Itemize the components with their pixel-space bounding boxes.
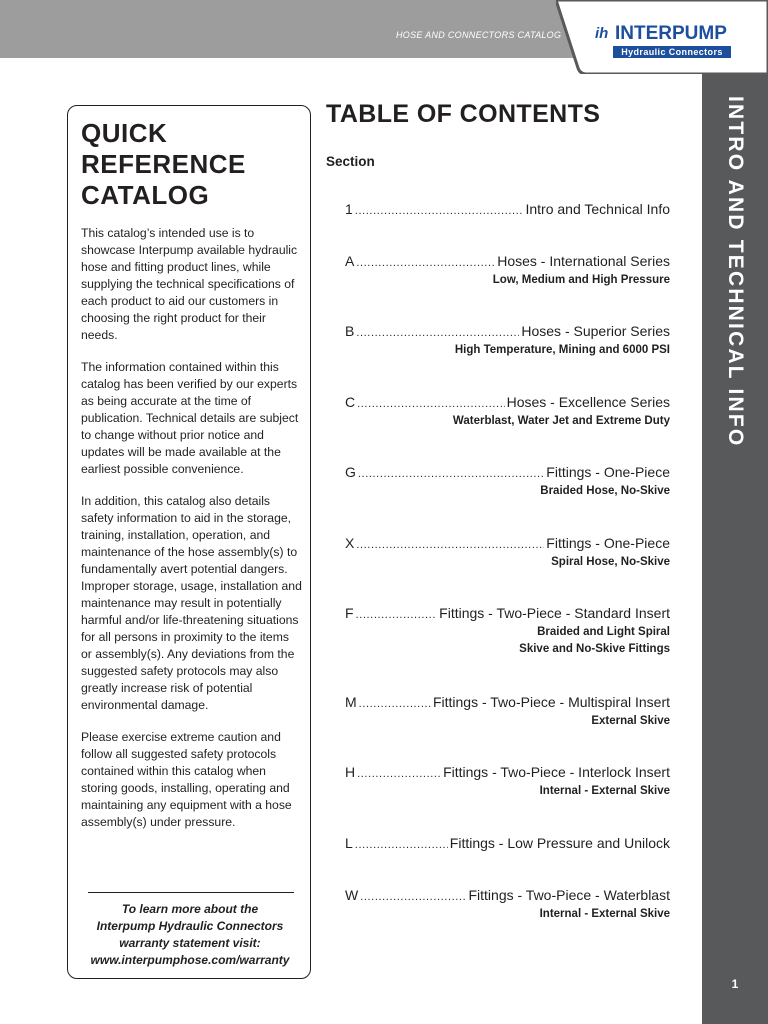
toc-section-name: Fittings - Two-Piece - Standard Insert [439,605,670,621]
toc-entry-line [345,322,670,342]
toc-title: TABLE OF CONTENTS [326,100,601,128]
toc-entry-line [345,693,670,713]
toc-section-description: External Skive [591,715,670,727]
quick-reference-body [81,225,303,846]
interpump-logo [595,22,733,58]
toc-section-letter: W [345,887,359,903]
toc-entry[interactable] [345,322,670,359]
toc-section-description: Waterblast, Water Jet and Extreme Duty [452,415,670,427]
toc-section-name: Fittings - One-Piece [546,464,670,480]
toc-entry-line [345,393,670,413]
quick-reference-box [67,105,311,979]
toc-entry[interactable] [345,393,670,430]
toc-leader-dots [355,836,448,854]
toc-section-letter: B [345,323,355,339]
toc-entry[interactable] [345,604,670,658]
toc-entry[interactable] [345,534,670,571]
toc-section-name: Hoses - Superior Series [521,323,670,339]
toc-leader-dots [357,395,504,413]
title-line: REFERENCE [81,149,246,179]
warranty-url[interactable]: www.interpumphose.com/warranty [90,953,290,967]
toc-entry-line [345,463,670,483]
logo-name: INTERPUMP [615,23,727,44]
toc-section-name: Hoses - International Series [497,253,670,269]
toc-entry[interactable] [345,693,670,730]
toc-entry-line [345,604,670,624]
toc-leader-dots [356,254,495,272]
toc-section-name: Hoses - Excellence Series [506,394,670,410]
toc-leader-dots [356,606,438,624]
toc-section-name: Fittings - Two-Piece - Waterblast [468,887,670,903]
toc-section-letter: C [345,394,356,410]
body-paragraph: Please exercise extreme caution and follow all suggested safety protocols contained within this catalog when storing goods, installing, operating and maintaining any equipment with a hose assembly(s) under pressure. [81,730,292,829]
toc-section-letter: H [345,764,356,780]
body-paragraph: The information contained within this catalog has been verified by our experts as being accurate at the time of publication. Technical details are subject to change without prior notice and updates will be made available at the earliest possible convenience. [81,360,299,476]
toc-entry-line [345,200,670,220]
toc-entry[interactable] [345,463,670,500]
toc-leader-dots [355,202,524,220]
toc-entry[interactable] [345,886,670,923]
toc-leader-dots [356,324,519,342]
logo-mark-icon: ih [595,25,609,42]
toc-section-letter: X [345,535,355,551]
body-paragraph: This catalog’s intended use is to showcase Interpump available hydraulic hose and fitting product lines, while supplying the technical specifications of each product to aid our customers in choosing the right product for their needs. [81,226,298,342]
page-number: 1 [731,977,739,991]
warranty-line: Interpump Hydraulic Connectors [96,919,284,933]
toc-section-label: Section [326,154,375,169]
warranty-note [76,901,304,969]
toc-section-name: Fittings - Two-Piece - Interlock Insert [443,764,670,780]
toc-leader-dots [359,695,431,713]
warranty-line: To learn more about the [121,902,259,916]
toc-leader-dots [357,765,441,783]
toc-section-description: Internal - External Skive [539,785,670,797]
toc-section-description: Skive and No-Skive Fittings [519,643,670,655]
toc-entry[interactable] [345,763,670,800]
toc-section-letter: F [345,605,354,621]
toc-leader-dots [358,465,544,483]
toc-entry-line [345,834,670,854]
toc-section-description: Braided and Light Spiral [537,626,670,638]
title-line: QUICK [81,118,168,148]
toc-section-letter: G [345,464,356,480]
quick-reference-title [81,118,301,211]
toc-section-name: Fittings - One-Piece [546,535,670,551]
toc-section-name: Fittings - Two-Piece - Multispiral Insert [432,694,670,710]
toc-section-description: Internal - External Skive [539,908,670,920]
toc-section-letter: 1 [345,201,353,217]
toc-leader-dots [360,888,466,906]
toc-section-description: Spiral Hose, No-Skive [551,556,670,568]
toc-section-letter: M [345,694,357,710]
toc-section-name: Fittings - Low Pressure and Unilock [449,835,670,851]
side-tab-label: INTRO AND TECHNICAL INFO [724,96,747,448]
toc-section-name: Intro and Technical Info [525,201,670,217]
catalog-title: HOSE AND CONNECTORS CATALOG [396,30,562,40]
toc-section-description: Braided Hose, No-Skive [540,485,670,497]
toc-leader-dots [356,536,544,554]
toc-entry-line [345,886,670,906]
logo-subtitle: Hydraulic Connectors [613,46,731,58]
toc-section-letter: L [345,835,353,851]
body-paragraph: In addition, this catalog also details safety information to aid in the storage, training, installation, operation, and maintenance of the hose assembly(s) to fundamentally avert potential dangers. Improper storage, usage, installation and maintenance may result in potentially harmful and/or life-threatening situations for all persons in proximity to the items or assembly(s). Any deviations from the suggested safety protocols may also greatly increase risk of potential environmental damage. [81,494,302,712]
title-line: CATALOG [81,180,210,210]
toc-section-description: High Temperature, Mining and 6000 PSI [454,344,670,356]
toc-entry-line [345,252,670,272]
toc-section-letter: A [345,253,355,269]
toc-entry-line [345,534,670,554]
toc-entry[interactable] [345,834,670,854]
toc-entry[interactable] [345,252,670,289]
toc-section-description: Low, Medium and High Pressure [492,274,670,286]
toc-entry-line [345,763,670,783]
toc-entry[interactable] [345,200,670,220]
warranty-line: warranty statement visit: [119,936,261,950]
divider [88,892,294,893]
